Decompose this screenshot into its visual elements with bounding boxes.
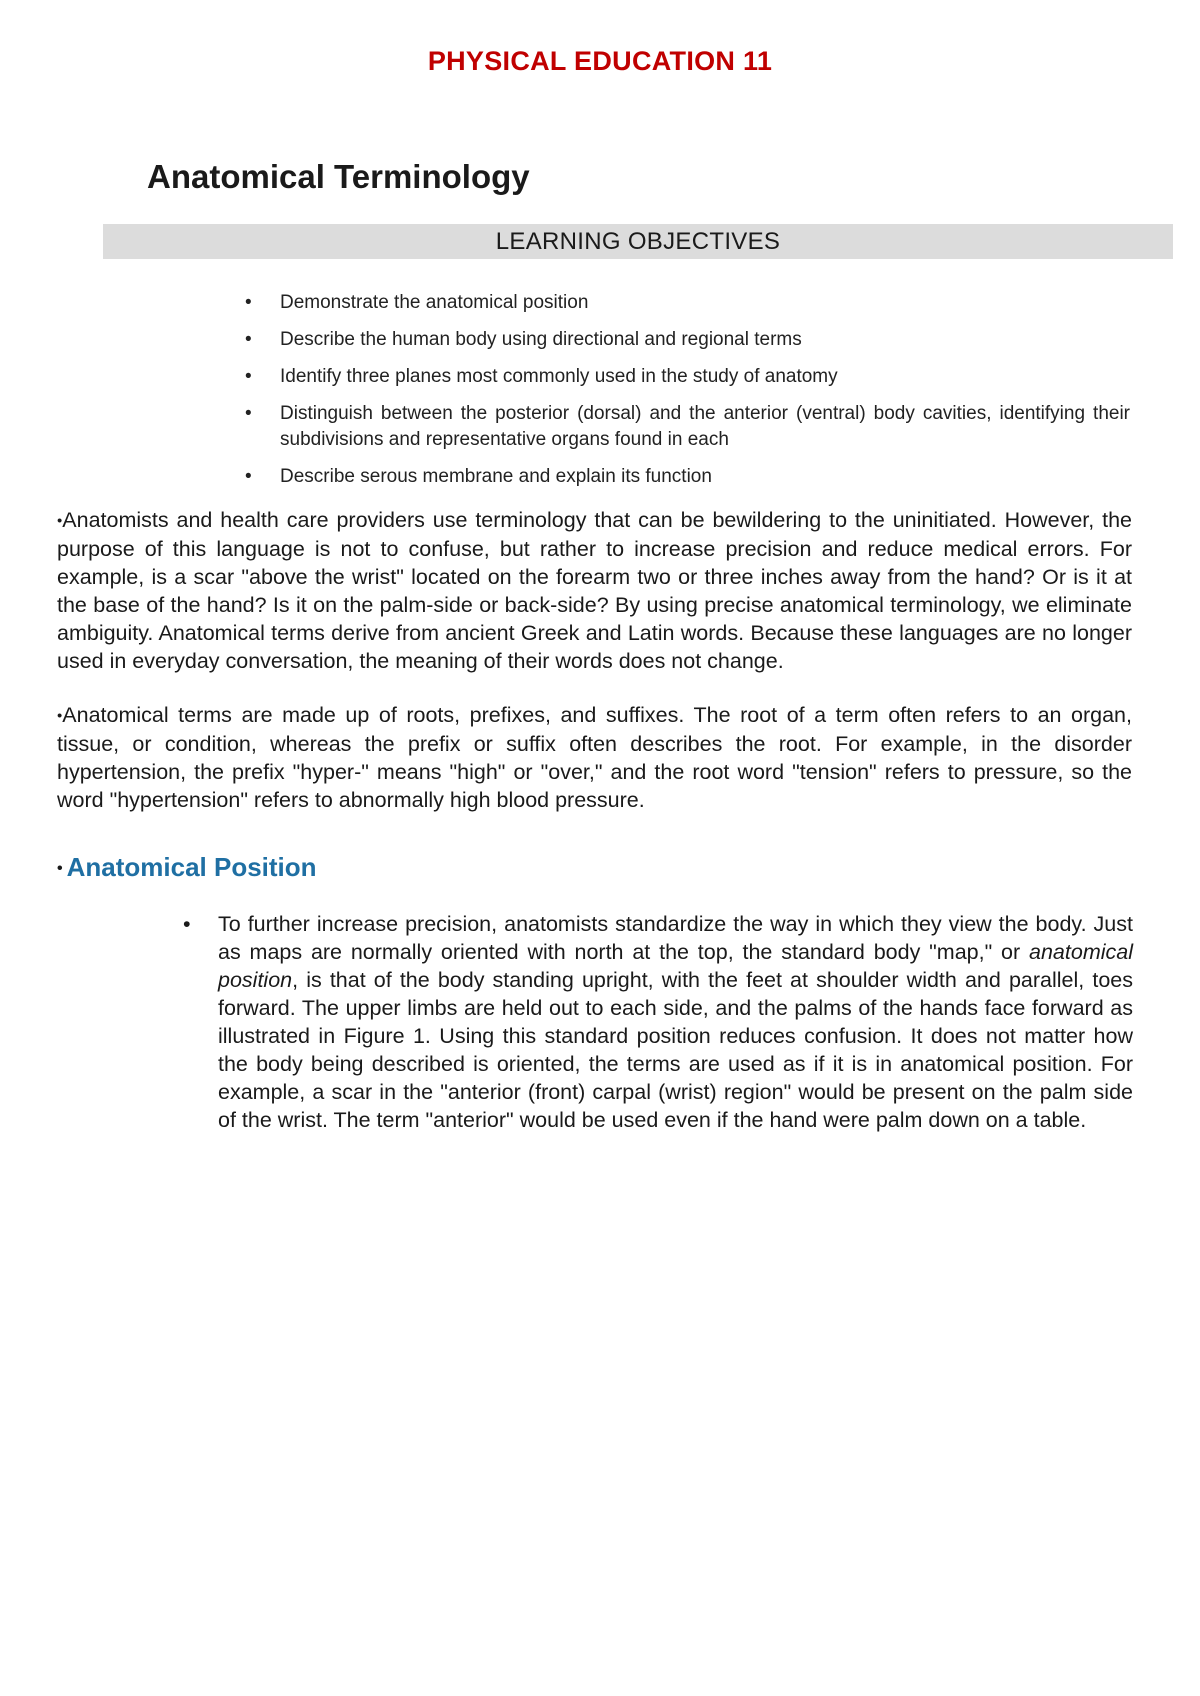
bullet-icon: • [245, 466, 252, 487]
bullet-icon: • [245, 366, 252, 387]
objective-item [245, 364, 1130, 390]
bullet-icon: • [183, 912, 191, 936]
objective-item [245, 327, 1130, 353]
intro-paragraph-2 [57, 701, 1132, 814]
objective-text: Describe the human body using directional and regional terms [280, 329, 802, 350]
paragraph-text: Anatomical terms are made up of roots, prefixes, and suffixes. The root of a term often refers to an organ, tissue, or condition, whereas the prefix or suffix often describes the root. For example, in the disorder hypertension, the prefix "hyper-" means "high" or "over," and the root word "tension" refers to pressure, so the word "hypertension" refers to abnormally high blood pressure. [57, 703, 1132, 813]
bullet-icon: • [245, 329, 252, 350]
bullet-icon: • [57, 860, 63, 878]
objective-text: Demonstrate the anatomical position [280, 292, 589, 313]
bullet-icon: • [57, 512, 63, 530]
section-heading-text: Anatomical Position [66, 852, 317, 882]
position-term: anatomical position [218, 940, 1133, 992]
objective-text: Distinguish between the posterior (dorsal) and the anterior (ventral) body cavities, identifying their subdivisions and representative organs found in each [280, 403, 1130, 450]
document-title: Anatomical Terminology [147, 158, 530, 195]
intro-paragraph-1 [57, 506, 1132, 675]
paragraph-text: Anatomists and health care providers use terminology that can be bewildering to the uninitiated. However, the purpose of this language is not to confuse, but rather to increase precision and reduce medical errors. For example, is a scar "above the wrist" located on the forearm two or three inches away from the hand? Or is it at the base of the hand? Is it on the palm-side or back-side? By using precise anatomical terminology, we eliminate ambiguity. Anatomical terms derive from ancient Greek and Latin words. Because these languages are no longer used in everyday conversation, the meaning of their words does not change. [57, 508, 1132, 674]
bullet-icon: • [245, 403, 252, 424]
bullet-icon: • [245, 292, 252, 313]
course-header: PHYSICAL EDUCATION 11 [427, 46, 773, 76]
position-text-start: To further increase precision, anatomists standardize the way in which they view the body. Just as maps are normally oriented with north at the top, the standard body "map," or [218, 912, 1133, 964]
objective-text: Describe serous membrane and explain its function [280, 466, 712, 487]
objective-item [245, 290, 1130, 316]
position-text-end: , is that of the body standing upright, with the feet at shoulder width and parallel, toes forward. The upper limbs are held out to each side, and the palms of the hands face forward as illustrated in Figure 1. Using this standard position reduces confusion. It does not matter how the body being described is oriented, the terms are used as if it is in anatomical position. For example, a scar in the "anterior (front) carpal (wrist) region" would be present on the palm side of the wrist. The term "anterior" would be used even if the hand were palm down on a table. [218, 968, 1133, 1132]
learning-objectives-list [245, 290, 1130, 501]
section-heading-anatomical-position [57, 852, 317, 883]
objective-item [245, 401, 1130, 453]
anatomical-position-list [183, 910, 1133, 1134]
objective-text: Identify three planes most commonly used in the study of anatomy [280, 366, 838, 387]
bullet-icon: • [57, 707, 63, 725]
objective-item [245, 464, 1130, 490]
anatomical-position-item [183, 910, 1133, 1134]
learning-objectives-heading: LEARNING OBJECTIVES [103, 224, 1173, 259]
